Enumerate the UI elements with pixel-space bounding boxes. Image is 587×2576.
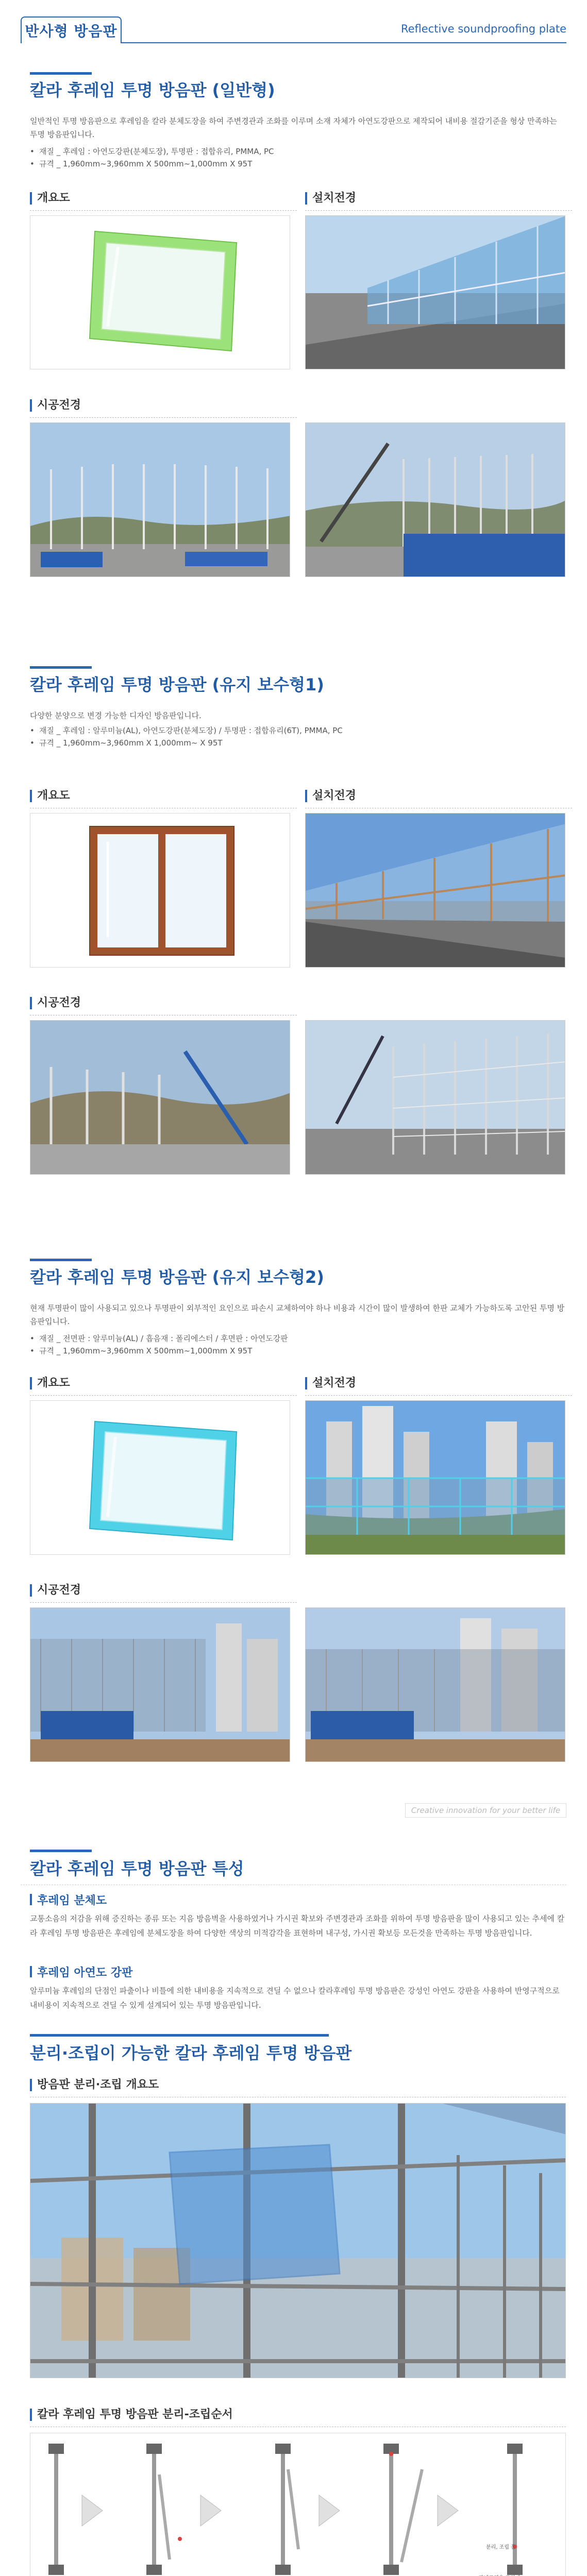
page-subtitle: Reflective soundproofing plate <box>400 23 566 35</box>
note-hole: 분리, 조립 홀 <box>486 2545 516 2550</box>
section-title: 칼라 후레임 투명 방음판 (일반형) <box>30 80 275 100</box>
spec-size: • 규격 _ 1,960mm~3,960mm X 1,000mm~ X 95T <box>30 738 223 748</box>
spec-material: • 재질 _ 후레임 : 알루미늄(AL), 아연도강판(분체도장) / 투명판 : 접합유리(6T), PMMA, PC <box>30 726 343 735</box>
label-construct: 시공전경 <box>30 398 290 413</box>
label-assembly-overview: 방음판 분리·조립 개요도 <box>30 2077 559 2093</box>
feature-heading-1: 후레임 분체도 <box>30 1892 107 1908</box>
label-overview: 개요도 <box>30 788 290 804</box>
section-title: 칼라 후레임 투명 방음판 (유지 보수형1) <box>30 675 324 694</box>
section-accent-line <box>30 1850 92 1852</box>
install-photo <box>305 813 565 968</box>
feature-text-1: 교통소음의 저감을 위해 증진하는 종류 또는 지음 방음벽을 사용하였거나 가시권 확보와 주변경관과 조화를 위하여 투명 방음판을 많이 사용되고 있는 추세에 칼라 후레임 투명 방음판은 후레임에 분체도장을 하여 다양한 색상의 미적감각을 표현하며 내구성, 가시권 확보등 모든것을 만족하는 투명 방음판입니다. <box>30 1914 565 1938</box>
section-accent-line <box>30 1259 92 1261</box>
spec-material: • 재질 _ 전면판 : 알루미늄(AL) / 흡음재 : 폴리에스터 / 후면판 : 아연도강판 <box>30 1334 288 1343</box>
label-construct: 시공전경 <box>30 995 290 1011</box>
overview-diagram <box>30 1400 290 1555</box>
assembly-order-diagram <box>30 2433 566 2576</box>
construct-photo-2 <box>305 1607 565 1762</box>
section-intro: 일반적인 투명 방음판으로 후레임을 칼라 분체도장을 하여 주변경관과 조화를 이루며 소재 자체가 아연도강판으로 제작되어 내비용 절감기준을 형상 만족하는 투명 방음판입니다. <box>30 116 557 139</box>
construct-photo-1 <box>30 1607 290 1762</box>
note-fixture <box>479 2573 520 2576</box>
construct-photo-1 <box>30 1020 290 1175</box>
overview-diagram <box>30 215 290 369</box>
construct-photo-2 <box>305 422 565 577</box>
section-intro: 다양한 분양으로 변경 가능한 디자인 방음판입니다. <box>30 711 202 720</box>
label-overview: 개요도 <box>30 191 290 206</box>
section-title: 칼라 후레임 투명 방음판 (유지 보수형2) <box>30 1267 324 1287</box>
spec-material: • 재질 _ 후레임 : 아연도강판(분체도장), 투명판 : 접합유리, PMMA, PC <box>30 147 274 156</box>
assembly-title: 분리·조립이 가능한 칼라 후레임 투명 방음판 <box>30 2043 352 2063</box>
label-construct: 시공전경 <box>30 1583 290 1598</box>
creative-tagline: Creative innovation for your better life <box>405 1803 566 1818</box>
feature-heading-2: 후레임 아연도 강판 <box>30 1964 132 1980</box>
assembly-photo <box>30 2103 566 2378</box>
spec-size: • 규격 _ 1,960mm~3,960mm X 500mm~1,000mm X 95T <box>30 1346 253 1355</box>
label-assembly-order: 칼라 후레임 투명 방음판 분리-조립순서 <box>30 2407 559 2422</box>
construct-photo-1 <box>30 422 290 577</box>
feature-text-2: 알루미늄 후레임의 단점인 파출이나 비틀에 의한 내비용을 지속적으로 견딜 수 없으나 칼라후레임 투명 방음판은 강성인 아연도 강판을 사용하여 반영구적으로 내비용이 지속적으로 견딜 수 있게 설계되어 있는 투명 방음판입니다. <box>30 1986 560 2010</box>
section-intro: 현재 투명판이 많이 사용되고 있으나 투명판이 외부적인 요인으로 파손시 교체하여야 하나 비용과 시간이 많이 발생하여 한판 교체가 가능하도록 고안된 투명 방음판입니다. <box>30 1303 565 1326</box>
label-install: 설치전경 <box>305 788 565 804</box>
install-photo <box>305 215 565 369</box>
section-accent-line <box>30 2034 329 2037</box>
install-photo <box>305 1400 565 1555</box>
section-accent-line <box>30 666 92 669</box>
spec-size: • 규격 _ 1,960mm~3,960mm X 500mm~1,000mm X 95T <box>30 159 253 168</box>
label-install: 설치전경 <box>305 191 565 206</box>
page-title: 반사형 방음판 <box>21 16 122 43</box>
page-header <box>21 11 566 43</box>
section-accent-line <box>30 72 92 75</box>
label-install: 설치전경 <box>305 1376 565 1391</box>
construct-photo-2 <box>305 1020 565 1175</box>
overview-diagram <box>30 813 290 968</box>
label-overview: 개요도 <box>30 1376 290 1391</box>
features-title: 칼라 후레임 투명 방음판 특성 <box>30 1859 244 1878</box>
